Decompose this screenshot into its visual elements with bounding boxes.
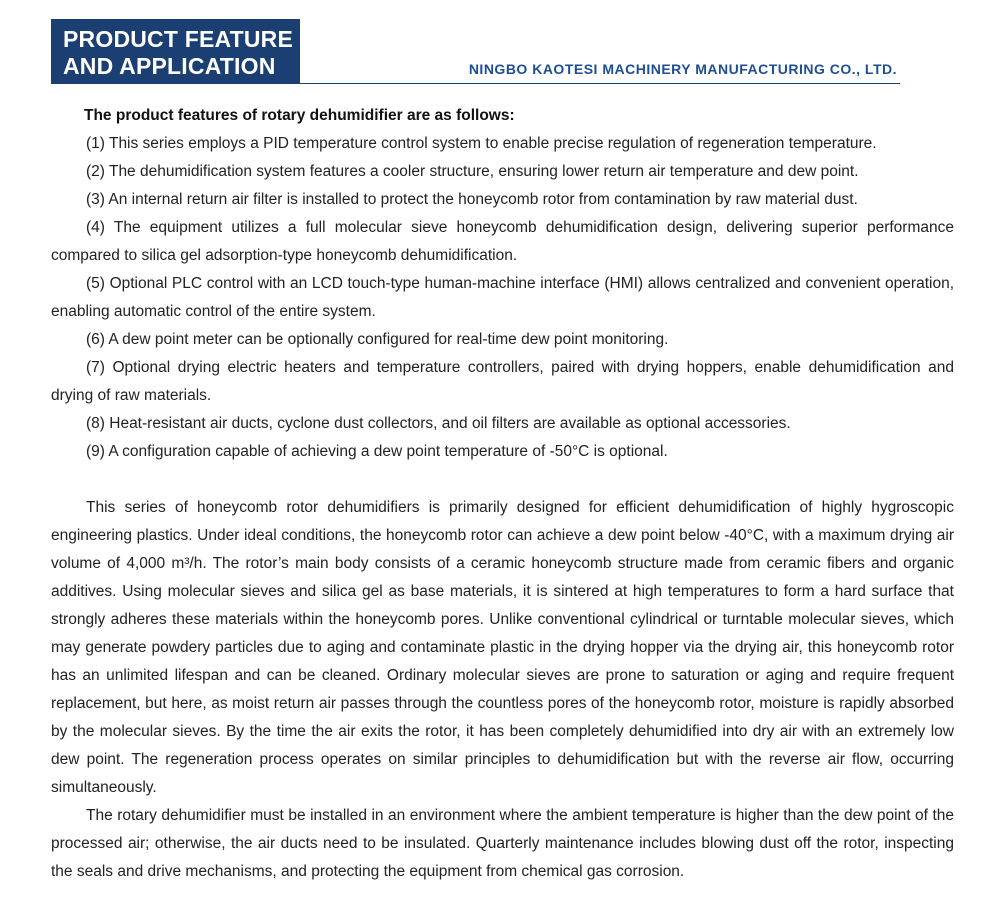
feature-item-7: (7) Optional drying electric heaters and temperature controllers, paired with drying hoppers, enable dehumidification and drying of raw materials. [51, 359, 954, 404]
feature-item-4: (4) The equipment utilizes a full molecular sieve honeycomb dehumidification design, delivering superior performance compared to silica gel adsorption-type honeycomb dehumidification. [51, 219, 954, 264]
feature-item-6: (6) A dew point meter can be optionally configured for real-time dew point monitoring. [86, 331, 669, 348]
section-spacer [51, 466, 954, 494]
features-heading: The product features of rotary dehumidifier are as follows: [84, 107, 515, 124]
header-divider [300, 83, 900, 84]
feature-item-3: (3) An internal return air filter is installed to protect the honeycomb rotor from contamination by raw material dust. [86, 191, 858, 208]
company-name: NINGBO KAOTESI MACHINERY MANUFACTURING CO., LTD. [468, 61, 897, 77]
section-title-banner [51, 19, 300, 84]
section-title-line-2: AND APPLICATION [63, 53, 276, 79]
feature-item-8: (8) Heat-resistant air ducts, cyclone dust collectors, and oil filters are available as optional accessories. [86, 415, 791, 432]
description-paragraph-1: This series of honeycomb rotor dehumidifiers is primarily designed for efficient dehumidification of highly hygroscopic engineering plastics. Under ideal conditions, the honeycomb rotor can achieve a dew point below -40°C, with a maximum drying air volume of 4,000 m³/h. The rotor’s main body consists of a ceramic honeycomb structure made from ceramic fibers and organic additives. Using molecular sieves and silica gel as base materials, it is sintered at high temperatures to form a hard surface that strongly adheres these materials within the honeycomb pores. Unlike conventional cylindrical or turntable molecular sieves, which may generate powdery particles due to aging and contaminate plastic in the drying hopper via the drying air, this honeycomb rotor has an unlimited lifespan and can be cleaned. Ordinary molecular sieves are prone to saturation or aging and require frequent replacement, but here, as moist return air passes through the countless pores of the honeycomb rotor, moisture is rapidly absorbed by the molecular sieves. By the time the air exits the rotor, it has been completely dehumidified into dry air with an extremely low dew point. The regeneration process operates on similar principles to dehumidification but with the reverse air flow, occurring simultaneously. [51, 499, 954, 796]
feature-item-9: (9) A configuration capable of achieving a dew point temperature of -50°C is optional. [86, 443, 668, 460]
section-title-line-1: PRODUCT FEATURE [63, 26, 294, 52]
feature-item-1: (1) This series employs a PID temperature control system to enable precise regulation of regeneration temperature. [86, 135, 877, 152]
description-paragraph-2: The rotary dehumidifier must be installed in an environment where the ambient temperature is higher than the dew point of the processed air; otherwise, the air ducts need to be insulated. Quarterly maintenance includes blowing dust off the rotor, inspecting the seals and drive mechanisms, and protecting the equipment from chemical gas corrosion. [51, 807, 954, 880]
document-body [51, 98, 954, 886]
feature-item-5: (5) Optional PLC control with an LCD touch-type human-machine interface (HMI) allows centralized and convenient operation, enabling automatic control of the entire system. [51, 275, 954, 320]
feature-item-2: (2) The dehumidification system features a cooler structure, ensuring lower return air temperature and dew point. [86, 163, 859, 180]
